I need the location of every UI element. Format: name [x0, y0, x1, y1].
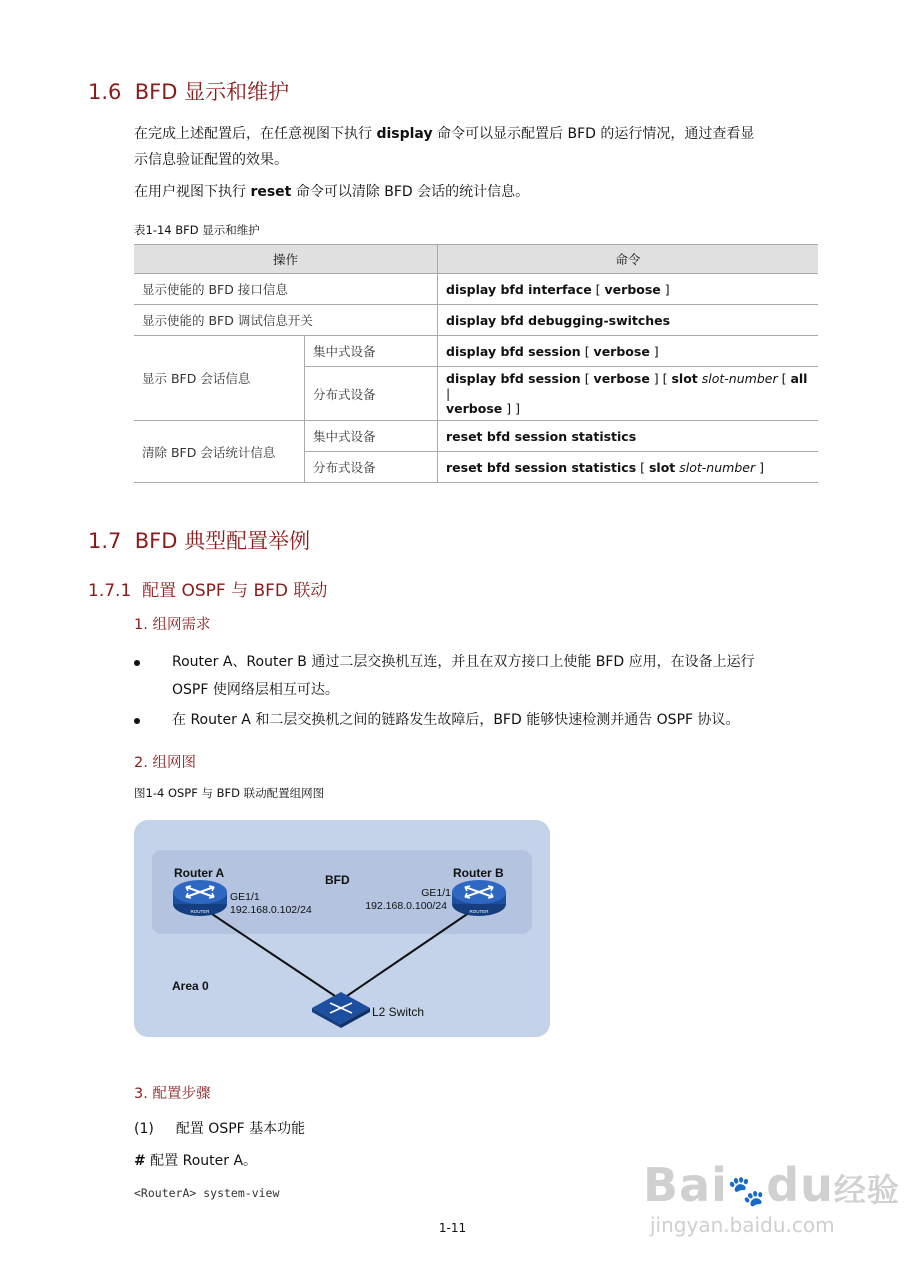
- table-caption: 表1-14 BFD 显示和维护: [134, 223, 260, 237]
- router-a-label: Router A: [174, 866, 225, 880]
- page-number: 1-11: [438, 1221, 467, 1235]
- command-cell: reset bfd session statistics: [438, 421, 819, 452]
- header-operation: 操作: [134, 245, 438, 274]
- command-cell: display bfd interface [ verbose ]: [438, 274, 819, 305]
- table-row: [134, 421, 818, 452]
- bullet-dot: [134, 660, 140, 666]
- area-label: Area 0: [172, 979, 209, 993]
- intro-paragraph-1: 在完成上述配置后，在任意视图下执行 display 命令可以显示配置后 BFD 的运行情况，通过查看显 示信息验证配置的效果。: [134, 126, 755, 168]
- step-1: (1) 配置 OSPF 基本功能: [134, 1121, 306, 1137]
- section-1-7-heading: 1.7 BFD 典型配置举例: [88, 529, 311, 553]
- router-b-ip: 192.168.0.100/24: [365, 900, 447, 912]
- reset-keyword: reset: [250, 184, 292, 200]
- svg-text:ROUTER: ROUTER: [469, 909, 489, 914]
- baidu-watermark-url: jingyan.baidu.com: [650, 1213, 835, 1237]
- svg-text:ROUTER: ROUTER: [190, 909, 210, 914]
- router-a-ip: 192.168.0.102/24: [230, 904, 312, 916]
- command-cell: display bfd debugging-switches: [438, 305, 819, 336]
- table-row: [134, 274, 818, 305]
- bfd-label: BFD: [325, 873, 350, 887]
- steps-heading: 3. 配置步骤: [134, 1086, 211, 1102]
- section-number: 1.6: [88, 80, 122, 104]
- code-line: <RouterA> system-view: [134, 1186, 280, 1200]
- device-type-cell: 分布式设备: [305, 452, 438, 483]
- paw-icon: 🐾: [727, 1174, 767, 1209]
- baidu-watermark-logo: Bai🐾du经验: [643, 1158, 900, 1212]
- figure-caption: 图1-4 OSPF 与 BFD 联动配置组网图: [134, 786, 325, 800]
- intro-paragraph-2: 在用户视图下执行 reset 命令可以清除 BFD 会话的统计信息。: [134, 184, 530, 200]
- network-diagram: [134, 820, 550, 1037]
- device-type-cell: 集中式设备: [305, 336, 438, 367]
- device-type-cell: 集中式设备: [305, 421, 438, 452]
- command-cell: display bfd session [ verbose ] [ slot slot-number [ all | verbose ] ]: [438, 367, 819, 421]
- command-cell: display bfd session [ verbose ]: [438, 336, 819, 367]
- bullet-item-2: 在 Router A 和二层交换机之间的链路发生故障后，BFD 能够快速检测并通告 OSPF 协议。: [172, 712, 740, 728]
- table-row: [134, 336, 818, 367]
- operation-cell: 显示 BFD 会话信息: [134, 336, 305, 421]
- operation-cell: 显示使能的 BFD 接口信息: [134, 274, 438, 305]
- router-b-icon: [452, 880, 506, 916]
- header-command: 命令: [438, 245, 819, 274]
- operation-cell: 清除 BFD 会话统计信息: [134, 421, 305, 483]
- display-keyword: display: [376, 126, 433, 142]
- bfd-command-table: [134, 244, 818, 483]
- bullet-dot: [134, 718, 140, 724]
- section-title: BFD 显示和维护: [134, 80, 290, 104]
- table-header-row: [134, 245, 818, 274]
- router-b-interface: GE1/1: [421, 887, 451, 899]
- section-1-7-1-heading: 1.7.1 配置 OSPF 与 BFD 联动: [88, 581, 328, 601]
- switch-label: L2 Switch: [372, 1005, 425, 1019]
- step-1-sub: # 配置 Router A。: [134, 1153, 258, 1169]
- router-b-label: Router B: [453, 866, 504, 880]
- diagram-heading: 2. 组网图: [134, 755, 196, 771]
- bullet-item-1: Router A、Router B 通过二层交换机互连，并且在双方接口上使能 BFD 应用，在设备上运行 OSPF 使网络层相互可达。: [172, 654, 755, 698]
- device-type-cell: 分布式设备: [305, 367, 438, 421]
- router-a-icon: [173, 880, 227, 916]
- router-a-interface: GE1/1: [230, 891, 260, 903]
- requirements-heading: 1. 组网需求: [134, 617, 211, 633]
- table-row: [134, 305, 818, 336]
- section-1-6-heading: [88, 76, 289, 106]
- operation-cell: 显示使能的 BFD 调试信息开关: [134, 305, 438, 336]
- command-cell: reset bfd session statistics [ slot slot-number ]: [438, 452, 819, 483]
